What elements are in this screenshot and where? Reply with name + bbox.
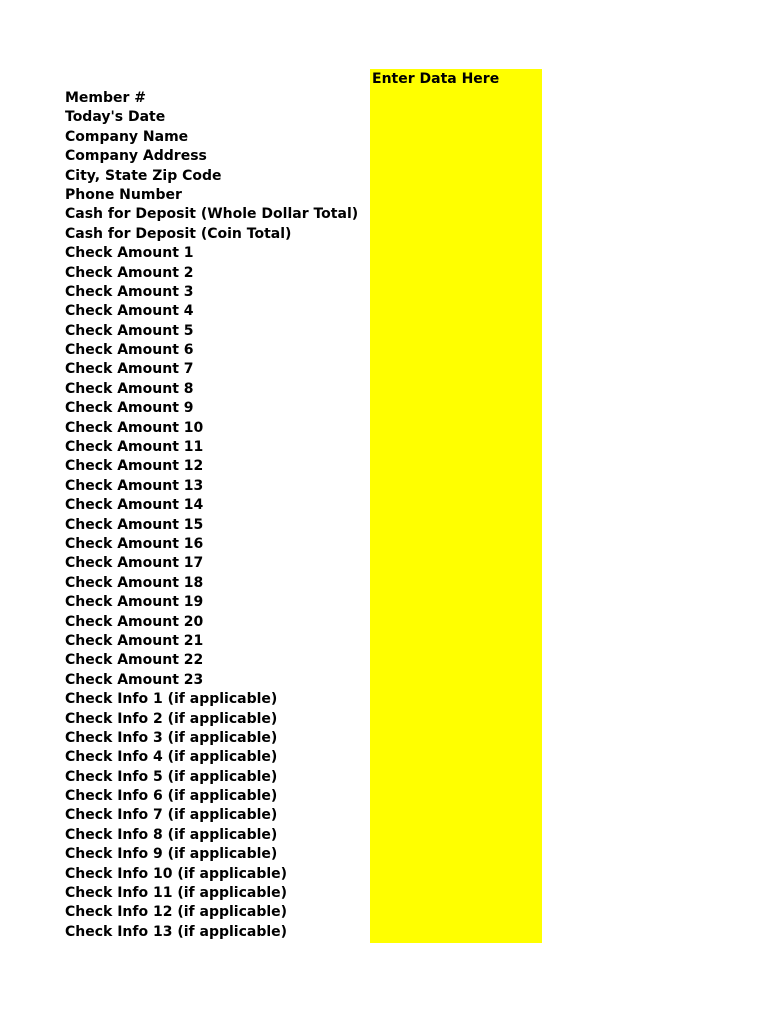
field-label: Check Amount 3 <box>65 283 194 300</box>
data-entry-cell[interactable] <box>370 108 542 127</box>
field-label: Check Info 13 (if applicable) <box>65 923 288 940</box>
entry-column-header: Enter Data Here <box>372 71 500 87</box>
field-label: City, State Zip Code <box>65 167 222 184</box>
field-label: Check Amount 11 <box>65 439 204 456</box>
field-label: Check Info 7 (if applicable) <box>65 807 278 824</box>
data-entry-cell[interactable] <box>370 535 542 554</box>
field-label: Check Info 12 (if applicable) <box>65 904 288 921</box>
field-label: Check Amount 18 <box>65 574 204 591</box>
data-entry-cell[interactable] <box>370 884 542 903</box>
field-label: Check Amount 6 <box>65 342 194 359</box>
field-label: Check Amount 15 <box>65 516 204 533</box>
data-entry-cell[interactable] <box>370 632 542 651</box>
data-entry-cell[interactable] <box>370 768 542 787</box>
data-entry-cell[interactable] <box>370 147 542 166</box>
data-entry-cell[interactable] <box>370 89 542 108</box>
data-entry-cell[interactable] <box>370 419 542 438</box>
field-label: Member # <box>65 90 147 106</box>
data-entry-cell[interactable] <box>370 845 542 864</box>
data-entry-cell[interactable] <box>370 167 542 186</box>
field-label: Check Amount 1 <box>65 245 194 262</box>
field-label: Cash for Deposit (Whole Dollar Total) <box>65 206 359 223</box>
field-label: Check Amount 5 <box>65 322 194 339</box>
field-label: Check Info 2 (if applicable) <box>65 710 278 727</box>
data-entry-cell[interactable] <box>370 302 542 321</box>
field-label: Check Info 5 (if applicable) <box>65 768 278 785</box>
data-entry-cell[interactable] <box>370 128 542 147</box>
field-label: Check Amount 9 <box>65 400 194 417</box>
data-entry-cell[interactable] <box>370 651 542 670</box>
field-label: Check Info 9 (if applicable) <box>65 846 278 863</box>
data-entry-cell[interactable] <box>370 360 542 379</box>
field-label: Check Amount 7 <box>65 361 194 378</box>
field-label: Company Address <box>65 148 207 165</box>
field-label: Check Amount 16 <box>65 535 204 552</box>
field-label: Check Amount 2 <box>65 264 194 281</box>
data-entry-cell[interactable] <box>370 264 542 283</box>
field-label: Check Info 4 (if applicable) <box>65 749 278 766</box>
data-entry-cell[interactable] <box>370 865 542 884</box>
data-entry-cell[interactable] <box>370 690 542 709</box>
field-label: Company Name <box>65 128 189 145</box>
data-entry-cell[interactable] <box>370 477 542 496</box>
field-label: Check Info 6 (if applicable) <box>65 788 278 805</box>
field-label: Check Amount 13 <box>65 477 204 494</box>
data-entry-cell[interactable] <box>370 574 542 593</box>
data-entry-cell[interactable] <box>370 516 542 535</box>
field-label: Check Amount 23 <box>65 671 204 688</box>
data-entry-cell[interactable] <box>370 186 542 205</box>
field-label: Check Amount 17 <box>65 555 204 572</box>
field-label: Check Amount 21 <box>65 632 204 649</box>
data-entry-cell[interactable] <box>370 341 542 360</box>
field-label: Check Info 8 (if applicable) <box>65 826 278 843</box>
data-entry-cells <box>370 89 542 942</box>
field-label: Check Amount 4 <box>65 303 194 320</box>
data-entry-cell[interactable] <box>370 826 542 845</box>
field-label: Check Amount 8 <box>65 380 194 397</box>
field-label: Check Amount 22 <box>65 652 204 669</box>
data-entry-cell[interactable] <box>370 593 542 612</box>
field-label: Today's Date <box>65 109 166 126</box>
data-entry-cell[interactable] <box>370 554 542 573</box>
data-entry-cell[interactable] <box>370 923 542 942</box>
data-entry-cell[interactable] <box>370 322 542 341</box>
field-label: Cash for Deposit (Coin Total) <box>65 225 292 242</box>
data-entry-cell[interactable] <box>370 729 542 748</box>
data-entry-cell[interactable] <box>370 205 542 224</box>
field-label: Check Amount 14 <box>65 497 204 514</box>
data-entry-cell[interactable] <box>370 613 542 632</box>
data-entry-cell[interactable] <box>370 457 542 476</box>
field-label: Phone Number <box>65 186 182 203</box>
field-label: Check Amount 10 <box>65 419 204 436</box>
data-entry-cell[interactable] <box>370 710 542 729</box>
field-label: Check Amount 19 <box>65 594 204 611</box>
data-entry-cell[interactable] <box>370 283 542 302</box>
data-entry-cell[interactable] <box>370 806 542 825</box>
field-label: Check Info 3 (if applicable) <box>65 729 278 746</box>
field-label-list <box>65 89 358 942</box>
data-entry-cell[interactable] <box>370 380 542 399</box>
data-entry-cell[interactable] <box>370 225 542 244</box>
data-entry-cell[interactable] <box>370 244 542 263</box>
field-label: Check Info 1 (if applicable) <box>65 691 278 708</box>
field-label: Check Amount 20 <box>65 613 204 630</box>
field-label: Check Info 11 (if applicable) <box>65 885 288 902</box>
data-entry-cell[interactable] <box>370 671 542 690</box>
data-entry-cell[interactable] <box>370 787 542 806</box>
field-label: Check Amount 12 <box>65 458 204 475</box>
data-entry-cell[interactable] <box>370 399 542 418</box>
data-entry-cell[interactable] <box>370 496 542 515</box>
data-entry-cell[interactable] <box>370 903 542 922</box>
field-label: Check Info 10 (if applicable) <box>65 865 288 882</box>
data-entry-cell[interactable] <box>370 438 542 457</box>
data-entry-cell[interactable] <box>370 748 542 767</box>
